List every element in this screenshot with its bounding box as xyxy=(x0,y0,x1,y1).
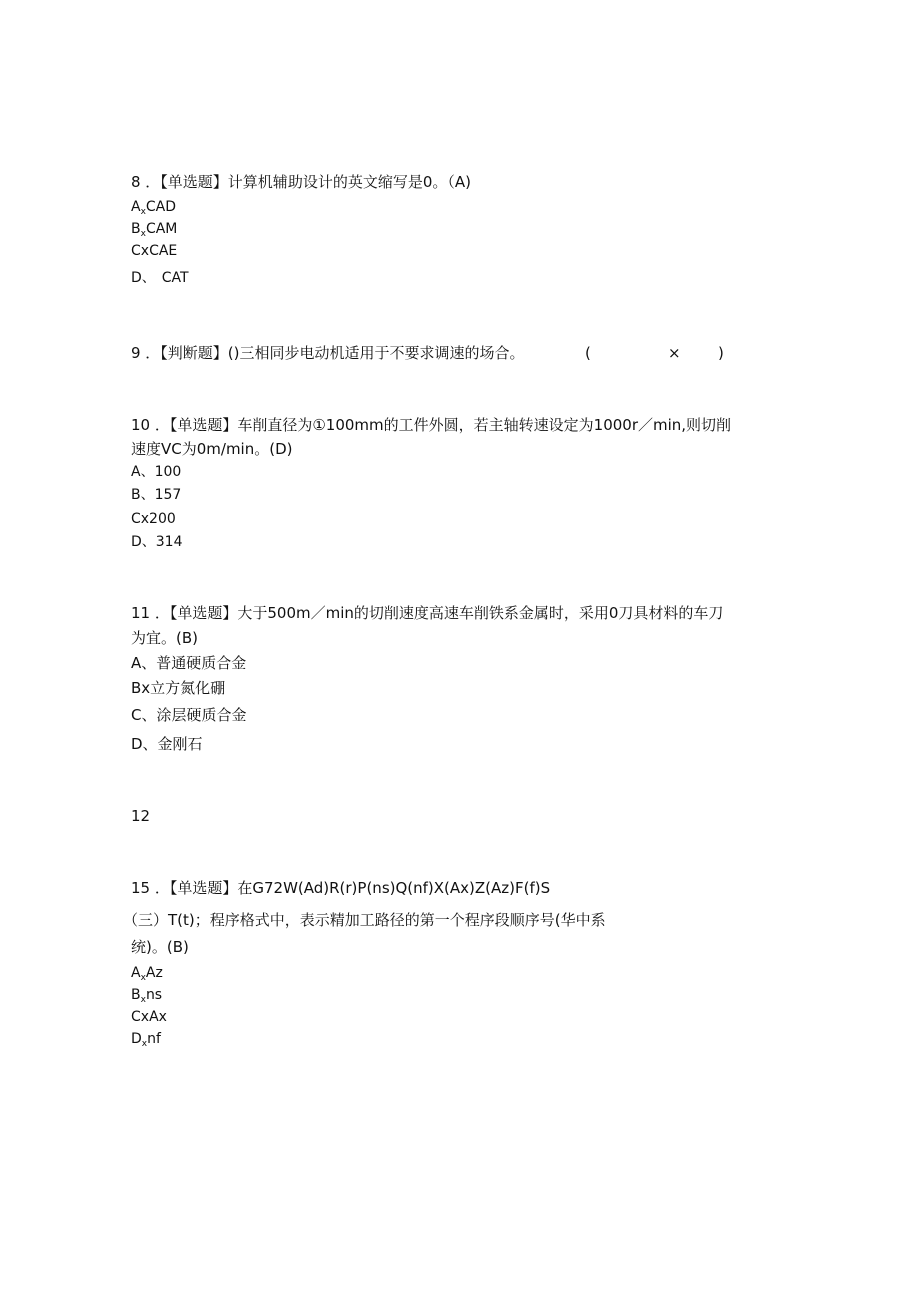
question-8-stem: 8 ．【单选题】计算机辅助设计的英文缩写是0。（A) xyxy=(131,173,471,191)
question-15-option-c: CxAx xyxy=(131,1009,167,1025)
question-8-option-c: CxCAE xyxy=(131,243,178,259)
question-11-option-b: Bx立方氮化硼 xyxy=(131,679,226,697)
question-15-option-d: $D_xnf$ xyxy=(131,1031,161,1049)
question-15-stem-line2: （三）T(t)；程序格式中，表示精加工路径的第一个程序段顺序号(华中系 xyxy=(123,911,606,929)
question-8-option-b: $B_xCAM$ xyxy=(131,221,178,239)
question-10-option-c: Cx200 xyxy=(131,511,176,527)
question-11-option-a: A、普通硬质合金 xyxy=(131,654,247,672)
question-11-option-c: C、涂层硬质合金 xyxy=(131,706,247,724)
answer-mark: × xyxy=(668,344,681,362)
question-10-option-b: B、157 xyxy=(131,487,182,503)
question-10-option-d: D、314 xyxy=(131,534,183,550)
question-8-option-a: $A_xCAD$ xyxy=(131,199,177,217)
question-15-option-b: $B_xns$ xyxy=(131,987,163,1005)
question-10-option-a: A、100 xyxy=(131,464,182,480)
answer-paren-close: ) xyxy=(718,344,724,362)
question-15-stem-line1: 15 ．【单选题】在G72W(Ad)R(r)P(ns)Q(nf)X(Ax)Z(Az)F(f)S xyxy=(131,879,551,897)
question-8-option-d: D、 CAT xyxy=(131,270,189,286)
answer-paren-open: ( xyxy=(585,344,591,362)
question-15-stem-line3: 统)。(B) xyxy=(131,938,189,956)
question-11-option-d: D、金刚石 xyxy=(131,735,203,753)
question-11-stem-line2: 为宜。(B) xyxy=(131,629,198,647)
question-12-stem: 12 xyxy=(131,807,151,825)
question-15-option-a: $A_xAz$ xyxy=(131,965,163,983)
question-9-stem: 9 ．【判断题】()三相同步电动机适用于不要求调速的场合。 ( × ) xyxy=(131,344,724,362)
question-10-stem-line2: 速度VC为0m/min。(D) xyxy=(131,440,293,458)
question-11-stem-line1: 11 ．【单选题】大于500m／min的切削速度高速车削铁系金属时，采用0刀具材料的车刀 xyxy=(131,604,724,622)
question-10-stem-line1: 10 ．【单选题】车削直径为①100mm的工件外圆，若主轴转速设定为1000r／min,则切削 xyxy=(131,416,732,434)
